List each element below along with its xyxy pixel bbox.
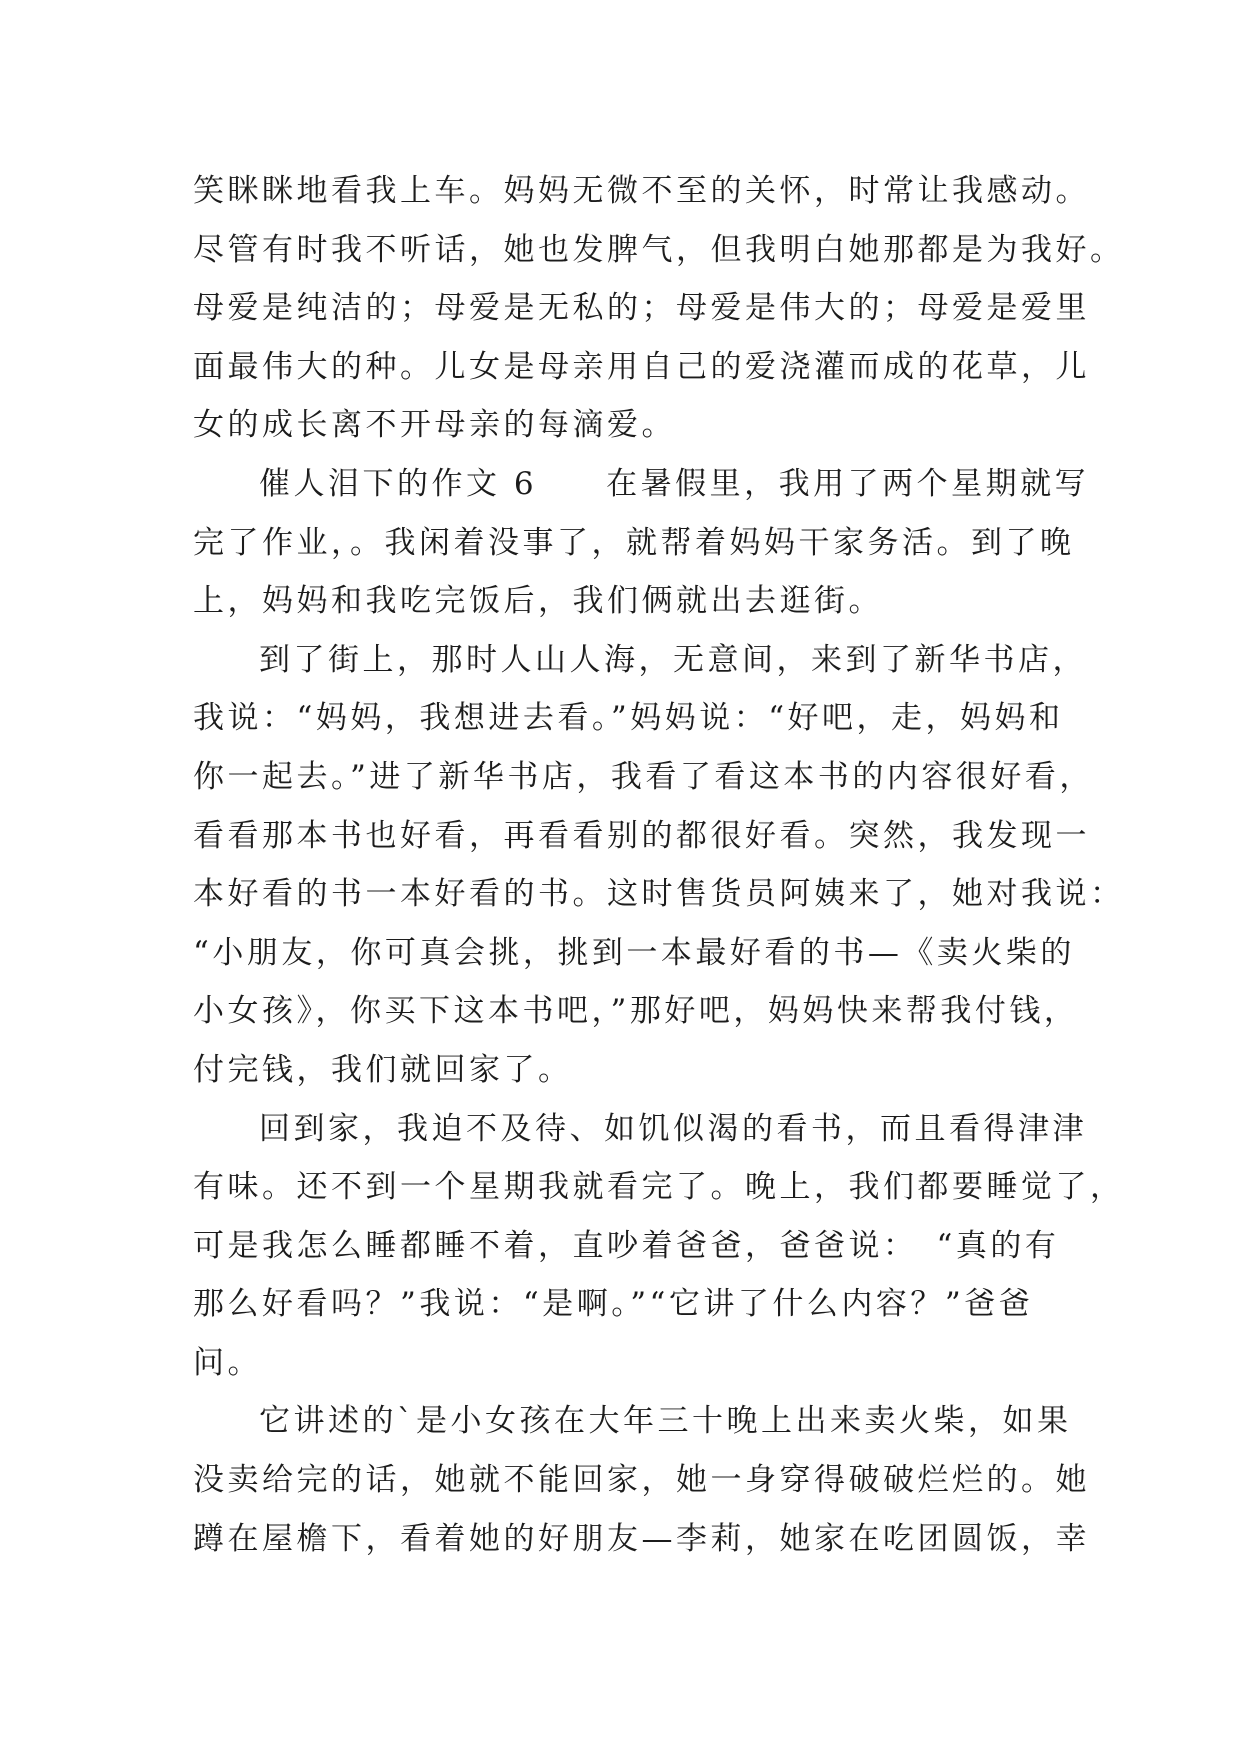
text-line-22: 它讲述的`是小女孩在大年三十晚上出来卖火柴，如果 [259,1403,1072,1440]
text-line-13: 本好看的书一本好看的书。这时售货员阿姨来了，她对我说： [193,876,1125,913]
text-line-1: 笑眯眯地看我上车。妈妈无微不至的关怀，时常让我感动。 [193,173,1090,209]
text-line-16: 付完钱，我们就回家了。 [193,1051,573,1088]
text-line-23: 没卖给完的话，她就不能回家，她一身穿得破破烂烂的。她 [193,1462,1090,1499]
text-line-7: 完了作业，。我闲着没事了，就帮着妈妈干家务活。到了晚 [193,524,1075,561]
text-line-5: 女的成长离不开母亲的每滴爱。 [193,407,676,444]
text-line-8: 上，妈妈和我吃完饭后，我们俩就出去逛街。 [193,583,883,620]
text-line-9: 到了街上，那时人山人海，无意间，来到了新华书店， [259,641,1087,678]
text-line-15: 小女孩》，你买下这本书吧，”那好吧，妈妈快来帮我付钱， [193,993,1079,1030]
text-line-3: 母爱是纯洁的；母爱是无私的；母爱是伟大的；母爱是爱里 [193,290,1090,327]
text-line-18: 有味。还不到一个星期我就看完了。晚上，我们都要睡觉了， [193,1169,1125,1206]
text-line-6: 催人泪下的作文 6 在暑假里，我用了两个星期就写 [259,465,1090,502]
text-line-19: 可是我怎么睡都睡不着，直吵着爸爸，爸爸说： “真的有 [193,1227,1060,1264]
text-line-10: 我说：“妈妈，我想进去看。”妈妈说：“好吧，走，妈妈和 [193,700,1064,737]
text-line-14: “小朋友，你可真会挑，挑到一本最好看的书—《卖火柴的 [193,934,1075,971]
text-line-20: 那么好看吗？”我说：“是啊。”“它讲了什么内容？”爸爸 [193,1286,1034,1323]
text-line-21: 问。 [193,1344,262,1381]
text-line-24: 蹲在屋檐下，看着她的好朋友—李莉，她家在吃团圆饭，幸 [193,1520,1090,1557]
body-text [193,162,1125,1568]
text-line-2: 尽管有时我不听话，她也发脾气，但我明白她那都是为我好。 [193,231,1125,268]
text-line-17: 回到家，我迫不及待、如饥似渴的看书，而且看得津津 [259,1110,1087,1147]
text-line-11: 你一起去。”进了新华书店，我看了看这本书的内容很好看， [193,758,1094,795]
text-line-4: 面最伟大的种。儿女是母亲用自己的爱浇灌而成的花草，儿 [193,348,1090,385]
text-line-12: 看看那本书也好看，再看看别的都很好看。突然，我发现一 [193,817,1090,854]
